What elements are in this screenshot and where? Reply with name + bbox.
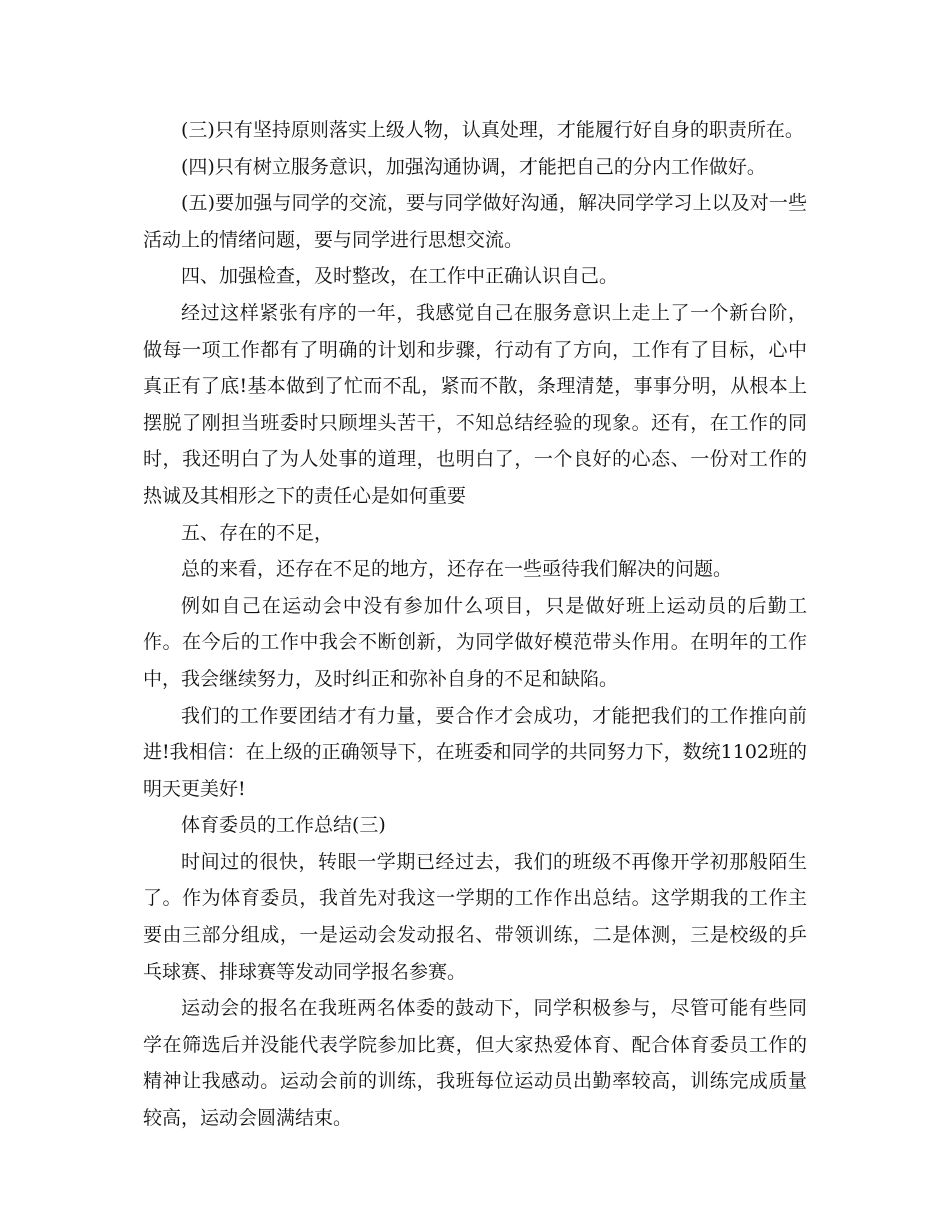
heading-section-five: 五、存在的不足， (181, 521, 334, 544)
paragraph-shortcomings-summary: 总的来看，还存在不足的地方，还存在一些亟待我们解决的问题。 (181, 558, 733, 581)
heading-section-four: 四、加强检查，及时整改，在工作中正确认识自己。 (181, 265, 619, 288)
paragraph-communication: (五)要加强与同学的交流，要与同学做好沟通，解决同学学习上以及对一些活动上的情绪问题，要与同学进行思想交流。 (143, 192, 807, 251)
paragraph-year-review: 经过这样紧张有序的一年，我感觉自己在服务意识上走上了一个新台阶，做每一项工作都有了明确的计划和步骤，行动有了方向，工作有了目标，心中真正有了底!基本做到了忙而不乱，紧而不散，条理清楚，事事分明，从根本上摆脱了刚担当班委时只顾埋头苦干，不知总结经验的现象。还有，在工作的同时，我还明白了为人处事的道理，也明白了，一个良好的心态、一份对工作的热诚及其相形之下的责任心是如何重要 (143, 301, 807, 507)
paragraph-semester-overview: 时间过的很快，转眼一学期已经过去，我们的班级不再像开学初那般陌生了。作为体育委员，我首先对我这一学期的工作作出总结。这学期我的工作主要由三部分组成，一是运动会发动报名、带领训练，二是体测，三是校级的乒乓球赛、排球赛等发动同学报名参赛。 (143, 850, 807, 983)
paragraph-principle: (三)只有坚持原则落实上级人物，认真处理，才能履行好自身的职责所在。 (181, 119, 804, 141)
heading-summary-three: 体育委员的工作总结(三) (181, 814, 386, 837)
paragraph-shortcomings-example: 例如自己在运动会中没有参加什么项目，只是做好班上运动员的后勤工作。在今后的工作中我会不断创新，为同学做好模范带头作用。在明年的工作中，我会继续努力，及时纠正和弥补自身的不足和缺陷。 (143, 594, 807, 690)
document-page (143, 112, 807, 1137)
paragraph-teamwork: 我们的工作要团结才有力量，要合作才会成功，才能把我们的工作推向前进!我相信：在上级的正确领导下，在班委和同学的共同努力下，数统1102班的明天更美好! (143, 704, 807, 800)
paragraph-sports-meet: 运动会的报名在我班两名体委的鼓动下，同学积极参与，尽管可能有些同学在筛选后并没能代表学院参加比赛，但大家热爱体育、配合体育委员工作的精神让我感动。运动会前的训练，我班每位运动员出勤率较高，训练完成质量较高，运动会圆满结束。 (143, 997, 807, 1130)
paragraph-service-awareness: (四)只有树立服务意识，加强沟通协调，才能把自己的分内工作做好。 (181, 155, 766, 178)
